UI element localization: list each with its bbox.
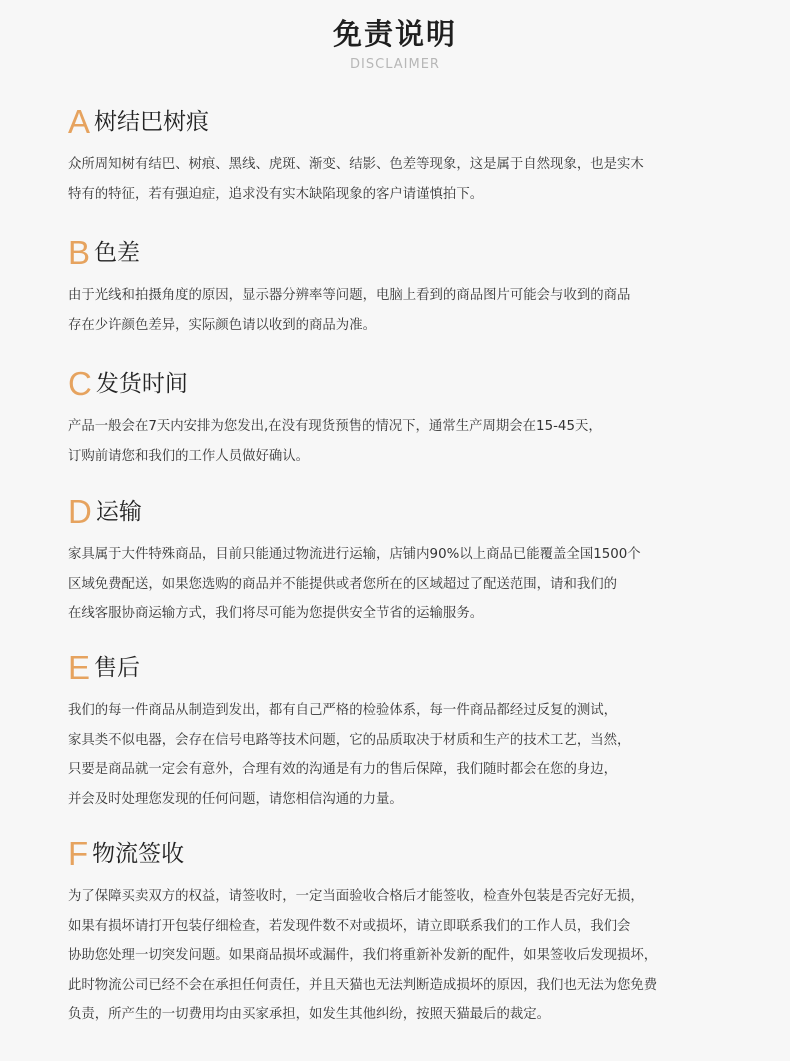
section-title: 运输 [95,499,142,525]
section-line: 家具类不似电器，会存在信号电路等技术问题，它的品质取决于材质和生产的技术工艺，当然， [68,732,631,748]
section-letter: A [68,103,91,140]
section-heading [68,233,748,273]
section-body [68,540,748,629]
section-body [68,281,748,340]
section-title: 售后 [94,655,141,681]
section-heading [68,102,748,142]
section-title: 色差 [94,240,141,266]
section-letter: D [68,493,92,530]
section-c [68,364,748,471]
section-heading [68,834,748,874]
section-heading [68,364,748,404]
page-subtitle: DISCLAIMER [350,57,440,72]
section-body [68,696,748,814]
section-a [68,102,748,209]
section-line: 此时物流公司已经不会在承担任何责任，并且天猫也无法判断造成损坏的原因，我们也无法为您免费 [68,977,658,993]
section-line: 协助您处理一切突发问题。如果商品损坏或漏件，我们将重新补发新的配件，如果签收后发现损坏， [68,948,658,963]
section-line: 由于光线和拍摄角度的原因，显示器分辨率等问题，电脑上看到的商品图片可能会与收到的商品 [68,288,631,303]
section-line: 我们的每一件商品从制造到发出，都有自己严格的检验体系，每一件商品都经过反复的测试， [68,703,618,718]
section-line: 如果有损坏请打开包装仔细检查，若发现件数不对或损坏，请立即联系我们的工作人员，我们会 [68,918,631,934]
section-title: 发货时间 [95,371,188,397]
section-body [68,150,748,209]
section-line: 并会及时处理您发现的任何问题，请您相信沟通的力量。 [68,791,403,807]
section-e [68,648,748,814]
section-letter: B [68,234,91,271]
section-line: 为了保障买卖双方的权益，请签收时，一定当面验收合格后才能签收，检查外包装是否完好无损， [68,889,644,904]
page-header [0,16,790,72]
section-line: 在线客服协商运输方式，我们将尽可能为您提供安全节省的运输服务。 [68,606,484,621]
section-line: 特有的特征，若有强迫症，追求没有实木缺陷现象的客户请谨慎拍下。 [68,186,484,202]
section-line: 存在少许颜色差异，实际颜色请以收到的商品为准。 [68,317,376,333]
section-d [68,492,748,629]
section-line: 只要是商品就一定会有意外，合理有效的沟通是有力的售后保障，我们随时都会在您的身边， [68,762,618,777]
section-letter: C [68,365,92,402]
section-line: 家具属于大件特殊商品，目前只能通过物流进行运输，店铺内90%以上商品已能覆盖全国1500个 [68,547,641,562]
page-title: 免责说明 [332,17,457,51]
section-f [68,834,748,1030]
section-line: 众所周知树有结巴、树痕、黑线、虎斑、渐变、结影、色差等现象，这是属于自然现象，也是实木 [68,157,644,172]
section-letter: F [68,835,89,872]
section-line: 负责，所产生的一切费用均由买家承担，如发生其他纠纷，按照天猫最后的裁定。 [68,1007,551,1022]
section-line: 区域免费配送，如果您选购的商品并不能提供或者您所在的区域超过了配送范围，请和我们的 [68,576,618,592]
section-line: 订购前请您和我们的工作人员做好确认。 [68,448,310,464]
section-title: 树结巴树痕 [94,109,210,135]
section-body [68,412,748,471]
section-b [68,233,748,340]
section-heading [68,492,748,532]
section-heading [68,648,748,688]
section-title: 物流签收 [92,841,185,867]
section-letter: E [68,649,91,686]
section-line: 产品一般会在7天内安排为您发出,在没有现货预售的情况下，通常生产周期会在15-45天， [68,419,602,434]
section-body [68,882,748,1030]
